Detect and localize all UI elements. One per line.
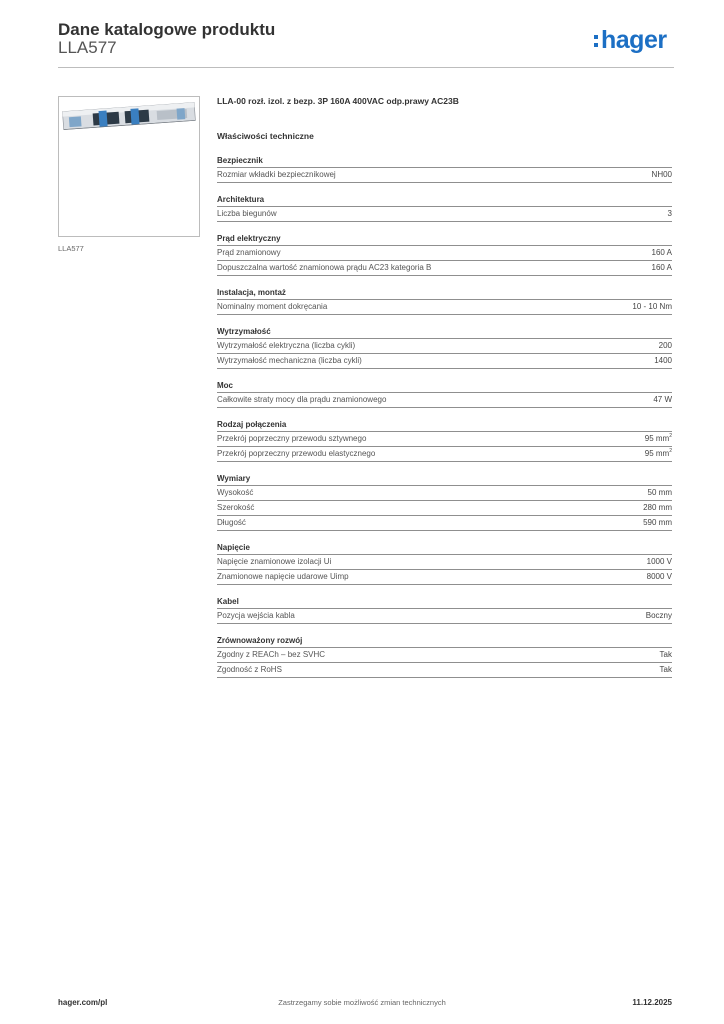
- logo-colon-icon: [594, 33, 599, 49]
- spec-label: Dopuszczalna wartość znamionowa prądu AC23 kategoria B: [217, 263, 432, 272]
- group-title: Instalacja, montaż: [217, 286, 672, 300]
- spec-row: [217, 354, 672, 369]
- spec-value-text: 1000 V: [646, 557, 672, 566]
- spec-row: [217, 663, 672, 678]
- group-title: Architektura: [217, 193, 672, 207]
- spec-value: [645, 432, 672, 446]
- spec-label: Całkowite straty mocy dla prądu znamionowego: [217, 395, 387, 404]
- logo-text: hager: [601, 26, 667, 54]
- spec-label: Rozmiar wkładki bezpiecznikowej: [217, 170, 336, 179]
- spec-row: [217, 516, 672, 531]
- spec-label: Zgodność z RoHS: [217, 665, 282, 674]
- spec-label: Zgodny z REACh – bez SVHC: [217, 650, 326, 659]
- spec-label: Szerokość: [217, 503, 255, 512]
- spec-value: [647, 555, 672, 569]
- spec-group: [217, 154, 672, 183]
- spec-label: Napięcie znamionowe izolacji Ui: [217, 557, 332, 566]
- spec-label: Wytrzymałość mechaniczna (liczba cykli): [217, 356, 362, 365]
- spec-value-text: 160 A: [651, 263, 672, 272]
- group-title: Zrównoważony rozwój: [217, 634, 672, 648]
- spec-value-text: 95 mm: [644, 434, 670, 443]
- spec-value-text: 1400: [654, 356, 672, 365]
- spec-value: [652, 261, 672, 275]
- spec-value-text: Tak: [659, 665, 672, 674]
- spec-row: [217, 339, 672, 354]
- spec-value: [653, 393, 672, 407]
- spec-value-text: Boczny: [645, 611, 672, 620]
- product-name: LLA-00 rozł. izol. z bezp. 3P 160A 400VAC odp.prawy AC23B: [217, 96, 459, 106]
- spec-groups: [217, 154, 672, 678]
- spec-value-text: 590 mm: [643, 518, 672, 527]
- spec-value-superscript: 2: [669, 433, 672, 439]
- image-caption: LLA577: [58, 244, 84, 253]
- spec-group: [217, 418, 672, 462]
- group-title: Napięcie: [217, 541, 672, 555]
- section-title: Właściwości techniczne: [217, 131, 314, 141]
- spec-label: Pozycja wejścia kabla: [217, 611, 295, 620]
- spec-value: [668, 207, 672, 221]
- spec-value: [652, 246, 672, 260]
- spec-label: Wysokość: [217, 488, 254, 497]
- spec-group: [217, 325, 672, 369]
- spec-group: [217, 193, 672, 222]
- spec-row: [217, 501, 672, 516]
- spec-value: [643, 516, 672, 530]
- spec-row: [217, 300, 672, 315]
- group-title: Wytrzymałość: [217, 325, 672, 339]
- spec-value: [660, 648, 672, 662]
- spec-value: [648, 486, 672, 500]
- spec-group: [217, 595, 672, 624]
- spec-row: [217, 168, 672, 183]
- group-title: Bezpiecznik: [217, 154, 672, 168]
- spec-row: [217, 447, 672, 462]
- product-image: [58, 96, 200, 237]
- switch-disconnector-illustration: [59, 97, 199, 236]
- spec-label: Długość: [217, 518, 246, 527]
- spec-row: [217, 393, 672, 408]
- spec-label: Przekrój poprzeczny przewodu elastycznego: [217, 449, 376, 458]
- footer-website: hager.com/pl: [58, 998, 108, 1007]
- group-title: Rodzaj połączenia: [217, 418, 672, 432]
- header-divider: [58, 67, 674, 68]
- group-title: Kabel: [217, 595, 672, 609]
- spec-label: Przekrój poprzeczny przewodu sztywnego: [217, 434, 367, 443]
- footer-date: 11.12.2025: [632, 998, 672, 1007]
- spec-label: Wytrzymałość elektryczna (liczba cykli): [217, 341, 356, 350]
- spec-value-text: 50 mm: [647, 488, 672, 497]
- page-title: Dane katalogowe produktu: [58, 20, 276, 39]
- group-title: Prąd elektryczny: [217, 232, 672, 246]
- spec-value-text: 8000 V: [646, 572, 672, 581]
- spec-value-superscript: 2: [669, 448, 672, 454]
- spec-row: [217, 648, 672, 663]
- spec-value: [654, 354, 672, 368]
- spec-group: [217, 472, 672, 531]
- spec-value-text: 3: [667, 209, 672, 218]
- group-title: Moc: [217, 379, 672, 393]
- spec-row: [217, 432, 672, 447]
- spec-row: [217, 570, 672, 585]
- spec-value-text: Tak: [659, 650, 672, 659]
- spec-group: [217, 232, 672, 276]
- spec-label: Znamionowe napięcie udarowe Uimp: [217, 572, 349, 581]
- spec-group: [217, 634, 672, 678]
- spec-value-text: 280 mm: [643, 503, 672, 512]
- product-code: LLA577: [58, 38, 117, 57]
- spec-value-text: NH00: [651, 170, 672, 179]
- footer-disclaimer: Zastrzegamy sobie możliwość zmian technicznych: [278, 998, 446, 1007]
- spec-value: [652, 168, 672, 182]
- spec-row: [217, 246, 672, 261]
- hager-logo: [594, 26, 667, 55]
- spec-value-text: 95 mm: [644, 449, 670, 458]
- spec-value-text: 200: [658, 341, 672, 350]
- spec-value-text: 47 W: [653, 395, 672, 404]
- spec-row: [217, 261, 672, 276]
- spec-value: [645, 447, 672, 461]
- spec-value: [646, 609, 672, 623]
- spec-group: [217, 541, 672, 585]
- spec-label: Nominalny moment dokręcania: [217, 302, 328, 311]
- spec-group: [217, 286, 672, 315]
- spec-value: [660, 663, 672, 677]
- spec-row: [217, 486, 672, 501]
- spec-group: [217, 379, 672, 408]
- spec-row: [217, 609, 672, 624]
- spec-value: [632, 300, 672, 314]
- group-title: Wymiary: [217, 472, 672, 486]
- spec-value-text: 160 A: [651, 248, 672, 257]
- spec-label: Liczba biegunów: [217, 209, 277, 218]
- spec-row: [217, 207, 672, 222]
- spec-value: [647, 570, 672, 584]
- spec-value-text: 10 - 10 Nm: [632, 302, 672, 311]
- spec-value: [643, 501, 672, 515]
- spec-content: [217, 95, 672, 688]
- spec-row: [217, 555, 672, 570]
- spec-label: Prąd znamionowy: [217, 248, 281, 257]
- spec-value: [659, 339, 672, 353]
